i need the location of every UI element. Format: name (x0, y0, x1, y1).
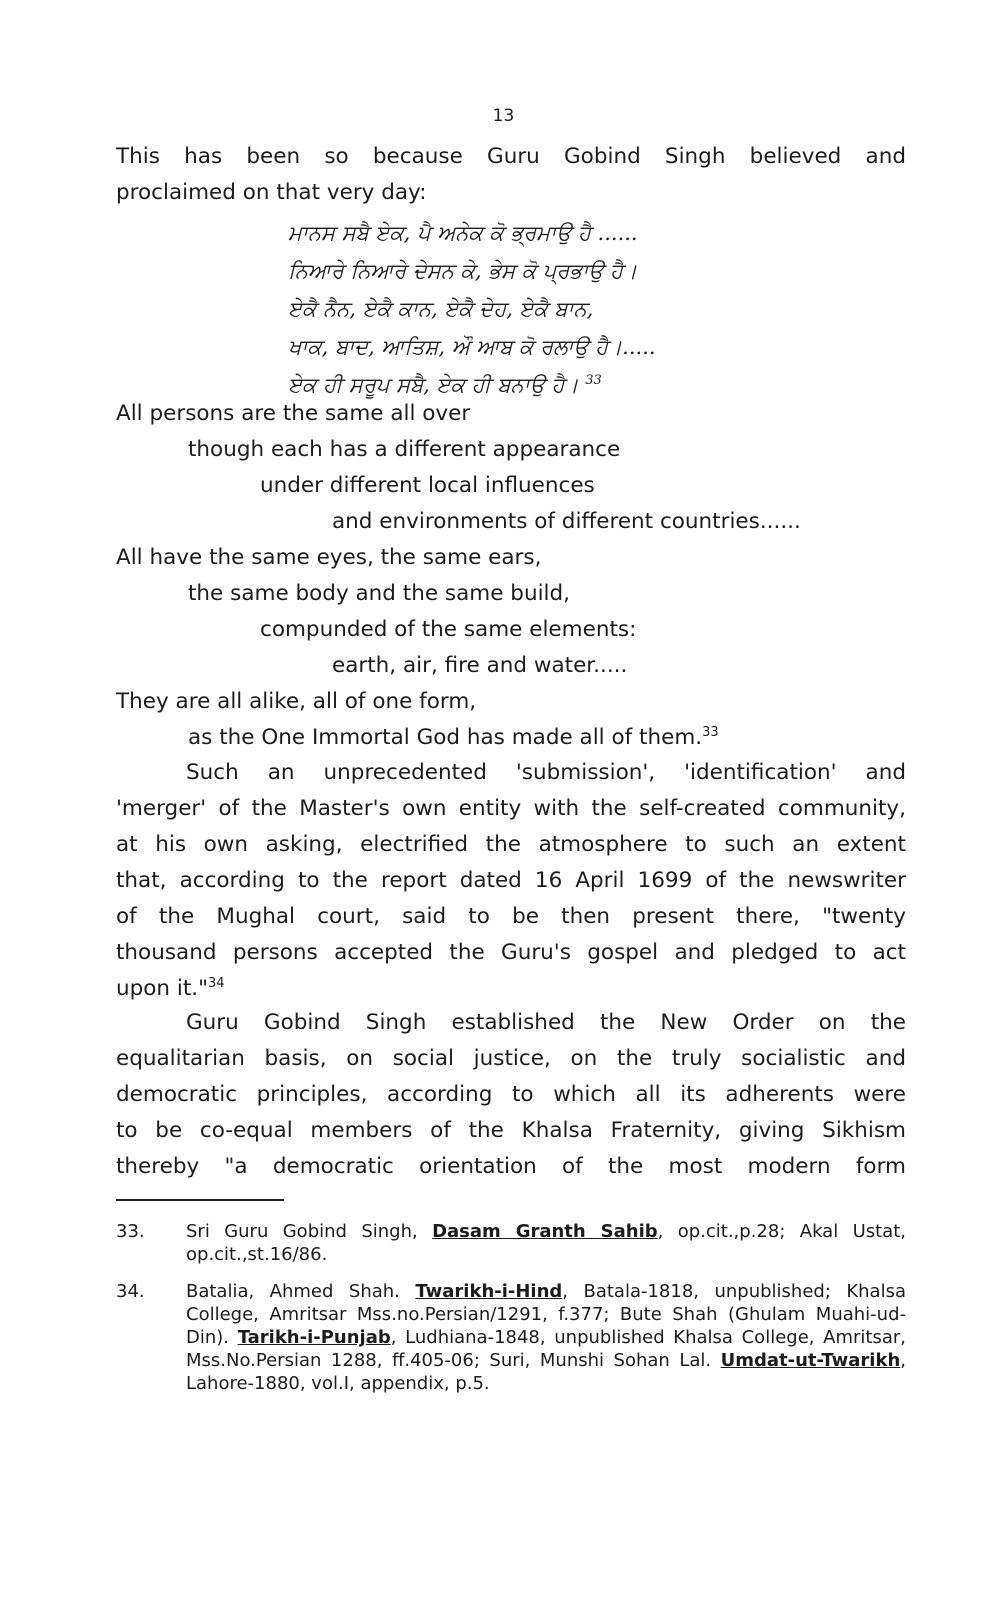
paragraph-2 (116, 1005, 906, 1185)
translation-footnote-ref: 33 (702, 724, 719, 740)
gurmukhi-verse (288, 214, 828, 404)
footnote-33-title: Dasam Granth Sahib (432, 1221, 658, 1242)
translation-line-7: compunded of the same elements: (260, 617, 637, 642)
footnote-33-body (186, 1220, 906, 1266)
footnote-34-post: , Lahore-1880, vol.I, appendix, p.5. (186, 1350, 906, 1394)
translation-line-5: All have the same eyes, the same ears, (116, 545, 542, 570)
translation-line-10 (116, 720, 906, 756)
para1-line-1: Such an unprecedented 'submission', 'identification' and (186, 760, 906, 785)
intro-paragraph (116, 139, 906, 211)
translation-line-10-text: as the One Immortal God has made all of them. (188, 725, 703, 750)
para1-line-5: of the Mughal court, said to be then present there, "twenty (116, 904, 906, 929)
para1-line-7 (116, 971, 906, 1007)
translation-line-9: They are all alike, all of one form, (116, 689, 477, 714)
para2-line-3: democratic principles, according to which all its adherents were (116, 1082, 906, 1107)
gurmukhi-line-5-text: ਏਕ ਹੀ ਸਰੂਪ ਸਬੈ, ਏਕ ਹੀ ਬਨਾਉ ਹੈ। (288, 373, 579, 397)
para2-line-1: Guru Gobind Singh established the New Order on the (186, 1010, 906, 1035)
para1-line-4: that, according to the report dated 16 April 1699 of the newswriter (116, 868, 906, 893)
footnote-34 (116, 1280, 906, 1395)
para1-footnote-ref: 34 (208, 975, 225, 991)
footnote-34-number: 34. (116, 1281, 145, 1302)
footnote-33 (116, 1220, 906, 1266)
para1-last-text: upon it." (116, 976, 209, 1001)
translation-line-3: under different local influences (260, 473, 595, 498)
paragraph-1 (116, 755, 906, 1007)
footnote-34-body (186, 1280, 906, 1395)
translation-line-1: All persons are the same all over (116, 401, 471, 426)
footnote-34-title-3: Umdat-ut-Twarikh (720, 1350, 901, 1371)
gurmukhi-line-1: ਮਾਨਸ ਸਬੈ ਏਕ, ਪੈ ਅਨੇਕ ਕੋ ਭ੍ਰਮਾਉ ਹੈ ...... (288, 221, 638, 245)
footnote-34-pre: Batalia, Ahmed Shah. (186, 1281, 416, 1302)
footnote-33-number: 33. (116, 1221, 145, 1242)
footnote-34-title-1: Twarikh-i-Hind (415, 1281, 563, 1302)
translation-line-6: the same body and the same build, (188, 581, 570, 606)
footnote-33-pre: Sri Guru Gobind Singh, (186, 1221, 433, 1242)
translation-verse (116, 396, 906, 756)
gurmukhi-line-3: ਏਕੈ ਨੈਨ, ਏਕੈ ਕਾਨ, ਏਕੈ ਦੇਹ, ਏਕੈ ਬਾਨ, (288, 297, 594, 321)
footnote-divider (116, 1199, 284, 1201)
intro-line-2: proclaimed on that very day: (116, 180, 427, 205)
translation-line-2: though each has a different appearance (188, 437, 621, 462)
para2-line-5: thereby "a democratic orientation of the most modern form (116, 1154, 906, 1179)
footnote-33-post: , op.cit.,p.28; Akal Ustat, op.cit.,st.16/86. (186, 1221, 906, 1265)
gurmukhi-footnote-ref: 33 (585, 373, 602, 388)
footnote-34-mid-2: , Ludhiana-1848, unpublished Khalsa College, Amritsar, Mss.No.Persian 1288, ff.405-06; Suri, Munshi Sohan Lal. (186, 1327, 906, 1371)
para1-line-2: 'merger' of the Master's own entity with the self-created community, (116, 796, 906, 821)
page-number: 13 (492, 106, 515, 126)
para1-line-3: at his own asking, electrified the atmosphere to such an extent (116, 832, 906, 857)
intro-line-1: This has been so because Guru Gobind Singh believed and (116, 144, 906, 169)
translation-line-8: earth, air, fire and water..... (332, 653, 628, 678)
footnote-34-title-2: Tarikh-i-Punjab (237, 1327, 391, 1348)
para2-line-4: to be co-equal members of the Khalsa Fraternity, giving Sikhism (116, 1118, 906, 1143)
gurmukhi-line-4: ਖਾਕ, ਬਾਦ, ਆਤਿਸ਼, ਔ ਆਬ ਕੋ ਰਲਾਉ ਹੈ।..... (288, 335, 656, 359)
footnote-34-mid-1: , Batala-1818, unpublished; Khalsa College, Amritsar Mss.no.Persian/1291, f.377; Bute Shah (Ghulam Muahi-ud-Din). (186, 1281, 906, 1348)
translation-line-4: and environments of different countries...... (332, 509, 801, 534)
gurmukhi-line-2: ਨਿਆਰੇ ਨਿਆਰੇ ਦੇਸਨ ਕੇ, ਭੇਸ ਕੋ ਪ੍ਰਭਾਉ ਹੈ। (288, 259, 638, 283)
para2-line-2: equalitarian basis, on social justice, on the truly socialistic and (116, 1046, 906, 1071)
para1-line-6: thousand persons accepted the Guru's gospel and pledged to act (116, 940, 906, 965)
